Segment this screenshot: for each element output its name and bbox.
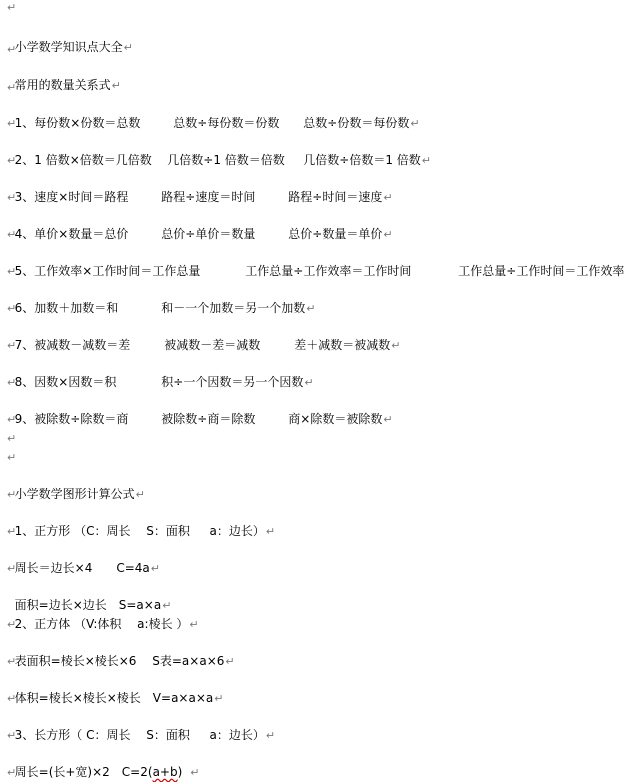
relation-row-7: 7、被减数－减数＝差 被减数－差＝减数 差＋减数＝被减数↵ xyxy=(14,338,401,352)
blank-line xyxy=(7,336,16,354)
paragraph-mark-icon: ↵ xyxy=(421,154,432,167)
paragraph-mark-icon: ↵ xyxy=(7,413,17,426)
paragraph-mark-icon: ↵ xyxy=(7,376,17,389)
blank-line xyxy=(7,225,16,243)
paragraph-mark-icon: ↵ xyxy=(383,228,393,241)
relation-row-9: 9、被除数÷除数＝商 被除数÷商＝除数 商×除数＝被除数↵ xyxy=(14,412,393,426)
paragraph-mark-icon: ↵ xyxy=(7,432,17,445)
blank-line xyxy=(7,410,16,428)
relation-row-8: 8、因数×因数＝积 积÷一个因数＝另一个因数↵ xyxy=(14,375,314,389)
paragraph-mark-icon: ↵ xyxy=(7,265,17,278)
blank-line xyxy=(7,151,16,169)
cube-volume-formula: 体积=棱长×棱长×棱长 V=a×a×a↵ xyxy=(14,691,224,705)
rectangle-perimeter-formula: 周长=(长+宽)×2 C=2(a+b) ↵ xyxy=(14,765,200,779)
rectangle-title: 3、长方形（ C：周长 S：面积 a：边长）↵ xyxy=(14,728,276,742)
paragraph-mark-icon: ↵ xyxy=(7,302,17,315)
blank-line xyxy=(7,485,16,503)
relation-row-3: 3、速度×时间＝路程 路程÷速度＝时间 路程÷时间＝速度↵ xyxy=(14,190,393,204)
spellcheck-underlined-text: a+b xyxy=(152,765,178,779)
blank-line xyxy=(7,763,16,781)
paragraph-mark-icon: ↵ xyxy=(7,766,17,779)
paragraph-mark-icon: ↵ xyxy=(7,154,17,167)
blank-line xyxy=(7,615,16,633)
paragraph-mark-icon: ↵ xyxy=(391,339,401,352)
paragraph-mark-icon: ↵ xyxy=(7,228,17,241)
blank-line xyxy=(7,559,16,577)
cube-surface-formula: 表面积=棱长×棱长×6 S表=a×a×6↵ xyxy=(14,654,235,668)
relation-row-1: 1、每份数×份数＝总数 总数÷每份数＝份数 总数÷份数＝每份数↵ xyxy=(14,116,420,130)
blank-line xyxy=(7,689,16,707)
paragraph-mark-icon: ↵ xyxy=(383,191,393,204)
blank-line xyxy=(7,114,16,132)
paragraph-mark-icon: ↵ xyxy=(7,525,17,538)
section-heading: 小学数学图形计算公式↵ xyxy=(14,487,145,501)
paragraph-mark-icon: ↵ xyxy=(7,191,17,204)
paragraph-mark-icon: ↵ xyxy=(150,562,160,575)
blank-line xyxy=(7,448,16,466)
paragraph-mark-icon: ↵ xyxy=(111,79,121,92)
relation-row-5: 5、工作效率×工作时间＝工作总量 工作总量÷工作效率＝工作时间 工作总量÷工作时间＝工作效率 xyxy=(14,264,625,278)
paragraph-mark-icon: ↵ xyxy=(189,618,199,631)
paragraph-mark-icon: ↵ xyxy=(7,562,17,575)
relation-row-4: 4、单价×数量＝总价 总价÷单价＝数量 总价÷数量＝单价↵ xyxy=(14,227,393,241)
paragraph-mark-icon: ↵ xyxy=(7,655,17,668)
paragraph-mark-icon: ↵ xyxy=(162,599,172,612)
blank-line xyxy=(7,522,16,540)
paragraph-mark-icon: ↵ xyxy=(410,117,420,130)
paragraph-mark-icon: ↵ xyxy=(265,525,276,538)
paragraph-mark-icon: ↵ xyxy=(7,488,17,501)
blank-line xyxy=(7,429,16,447)
blank-line xyxy=(7,262,16,280)
paragraph-mark-icon: ↵ xyxy=(190,766,200,779)
document-title-line xyxy=(7,20,133,54)
paragraph-mark-icon: ↵ xyxy=(123,41,133,54)
paragraph-mark-icon: ↵ xyxy=(225,655,235,668)
cube-title: 2、正方体 （V:体积 a:棱长 ）↵ xyxy=(14,617,199,631)
blank-line xyxy=(7,188,16,206)
paragraph-mark-icon: ↵ xyxy=(135,488,145,501)
blank-line xyxy=(7,0,16,16)
relation-row-6: 6、加数＋加数＝和 和－一个加数＝另一个加数↵ xyxy=(14,301,316,315)
blank-line xyxy=(7,299,16,317)
square-perimeter-formula: 周长＝边长×4 C=4a↵ xyxy=(14,561,160,575)
paragraph-mark-icon: ↵ xyxy=(7,43,17,56)
paragraph-mark-icon: ↵ xyxy=(7,692,17,705)
square-area-formula: 面积=边长×边长 S=a×a↵ xyxy=(14,598,172,612)
relation-row-2: 2、1 倍数×倍数＝几倍数 几倍数÷1 倍数＝倍数 几倍数÷倍数＝1 倍数↵ xyxy=(14,153,432,167)
paragraph-mark-icon: ↵ xyxy=(7,618,17,631)
paragraph-mark-icon: ↵ xyxy=(383,413,393,426)
paragraph-mark-icon: ↵ xyxy=(7,729,17,742)
blank-line xyxy=(7,373,16,391)
paragraph-mark-icon: ↵ xyxy=(214,692,224,705)
paragraph-mark-icon: ↵ xyxy=(304,376,314,389)
paragraph-mark-icon: ↵ xyxy=(306,302,316,315)
blank-line xyxy=(7,78,16,96)
paragraph-mark-icon: ↵ xyxy=(7,451,17,464)
paragraph-mark-icon: ↵ xyxy=(7,81,17,94)
paragraph-mark-icon: ↵ xyxy=(265,729,276,742)
paragraph-mark-icon: ↵ xyxy=(7,117,17,130)
document-title: 小学数学知识点大全 xyxy=(14,40,123,54)
square-title: 1、正方形 （C：周长 S：面积 a：边长）↵ xyxy=(14,524,276,538)
paragraph-mark-icon: ↵ xyxy=(7,339,17,352)
section-heading: 常用的数量关系式↵ xyxy=(14,78,121,92)
blank-line xyxy=(7,726,16,744)
blank-line xyxy=(7,652,16,670)
paragraph-mark-icon: ↵ xyxy=(7,1,17,14)
blank-line xyxy=(7,40,16,58)
